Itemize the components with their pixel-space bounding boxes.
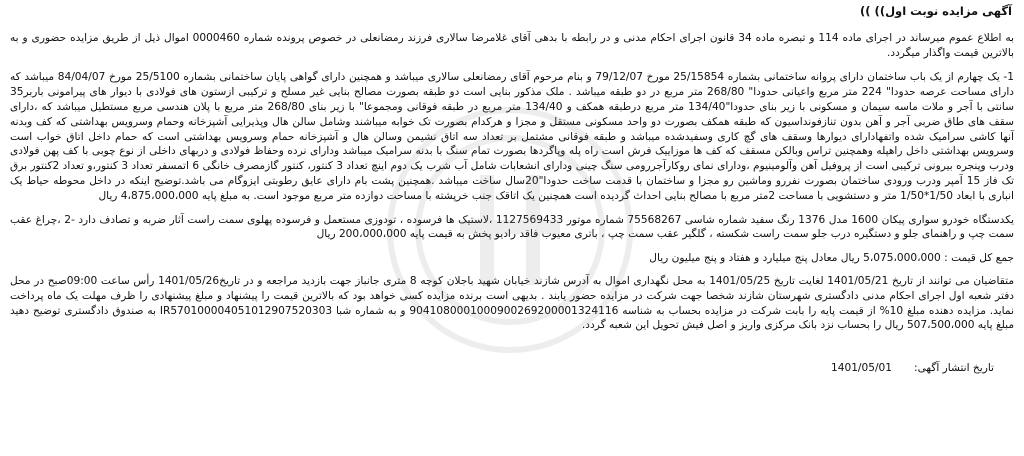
- notice-title: آگهی مزایده نوبت اول)) )): [860, 4, 1012, 18]
- total-price: جمع کل قیمت : 5،075،000،000 ریال معادل پنج میلیارد و هفتاد و پنج میلیون ریال: [649, 252, 1014, 265]
- property-item: 1- یک چهارم از یک باب ساختمان دارای پروانه ساختمانی بشماره 25/15854 مورخ 79/12/07 و بنام مرحوم آقای رمضانعلی سالاری میباشد و همچنین دارای گواهی پایان ساختمانی بشماره 25/5100 مورخ 84/04/07 میباشد که دارای مساحت عرصه حدودا" 224 متر مربع واعیانی حدودا" 268/80 متر مربع در دو طبقه میباشد . ملک مذکور بنایی است دو طبقه بصورت مصالح بنایی غیر مسلح و ترکیبی ازستون های فولادی با دیوار های پیرامونی باربر35 سانتی با آجر و ملات ماسه سیمان و مسکونی با زیر بنای حدودا"134/40 متر مربع درطبقه همکف و 134/40 متر مربع در طبقه فوقانی ومجموعا" با زیر بنای 268/80 متر مربع با پلان هندسی مربع مستطیل میباشد که ،دارای سقف های طاق ضربی آجر و آهن بدون تنازفونداسیون که طبقه همکف بصورت دو واحد مسکونی مستقل و مجزا و هرکدام بصورت تک خوابه میباشند وشامل سالن هال وپذیرایی آشپزخانه وحمام وسرویس بهداشتی که کف وبدنه آنها کاشی سرامیک شده واتفهادارای دیوارها وسقف های گچ کاری وسفیدشده میباشد و طبقه فوقانی مشتمل بر تعداد سه اتاق نشیمن وسالن هال و آشپزخانه حمام وسرویس بهداشتی است که حمام داخل اتاق خواب است وسرویس بهداشتی داخل راهپله وهمچنین تراس وبالکن مسقف که کف ها موزاییک فرش است راه پله وپاگردها بصورت تمام سنگ با بدنه سرامیک میباشد ودارای نرده وحفاظ فولادی و دربهای داخلی از نوع چوبی با کف پهن فولادی ودرب وپنجره بیرونی ترکیبی است از پروفیل آهن وآلومینیوم ،ودارای نمای روکارآجررومی سنگ چینی ودارای انشعابات شامل آب شرب یک دوم اینچ تعداد 3 کنتور، کنتور گازمصرف خانگی 6 اتمسفر تعداد 3 کنتور،و تعداد 2کنتور برق تک فاز 15 آمپر ودرب ورودی ساختمان بصورت نفررو وماشین رو مجزا و ساختمان با قدمت ساخت حدودا"20سال ساخت میباشد .همچنین پشت بام دارای عایق رطوبتی ایزوگام می باشد.توضیح اینکه در داخل محوطه حیاط یک انباری با ابعاد 1/50*1/50 متر و دستشویی با مساحت 2متر مربع با مصالح بنایی احداث گردیده است همچنین یک اتاقک جنب خرپشته با مساحت دوازده متر مربع موجود است. به مبلغ پایه 4،875،000،000 ریال: [10, 71, 1015, 202]
- publication-date: [10, 361, 994, 376]
- vehicle-item: یکدستگاه خودرو سواری پیکان 1600 مدل 1376 رنگ سفید شماره شاسی 75568267 شماره موتور 1127569433 ،لاستیک ها فرسوده ، تودوزی مستعمل و فرسوده پهلوی سمت راست آثار ضربه و تصادف دارد -2 ،چراغ عقب سمت چپ و راهنمای جلو و دستگیره درب جلو سمت راست شکسته ، گلگیر عقب سمت چپ ، باتری معیوب فاقد رادیو پخش به قیمت پایه 200،000،000 ریال: [10, 213, 1014, 241]
- applicants-instructions: متقاضیان می توانند از تاریخ 1401/05/21 لغایت تاریخ 1401/05/25 به محل نگهداری اموال به آدرس شازند خیابان شهید باجلان کوچه 8 متری جانباز جهت بازدید مراجعه و در تاریخ1401/05/26 رأس ساعت 09:00صبح در محل دفتر شعبه اول اجرای احکام مدنی دادگستری شهرستان شازند شخصا جهت شرکت در مزایده حضور یابند . بدیهی است برنده مزایده کسی خواهد بود که بالاترین قیمت را پیشنهاد و مبلغ پیشنهادی را ظرف مهلت یک ماه پرداخت نماید. مزایده دهنده مبلغ 10% از قیمت پایه را بابت شرکت در مزایده بحساب به شناسه 9041080001000900269200001324116 و به شماره شبا IR570100004051012907520303 به صندوق دادگستری توضیح دهید مبلغ پایه 507،500،000 ریال را بحساب نزد بانک مرکزی واریز و اصل فیش تحویل این شعبه گردد.: [10, 274, 1014, 332]
- publication-date-label: تاریخ انتشار آگهی:: [914, 362, 994, 375]
- publication-date-value: 1401/05/01: [830, 362, 893, 375]
- notice-intro: به اطلاع عموم میرساند در اجرای ماده 114 و تبصره ماده 34 قانون اجرای احکام مدنی و در رابطه با بدهی آقای غلامرضا سالاری فرزند رمضانعلی در خصوص پرونده شماره 0000460 اموال ذیل از طریق مزایده حضوری و به بالاترین قیمت واگذار میگردد.: [10, 31, 1014, 59]
